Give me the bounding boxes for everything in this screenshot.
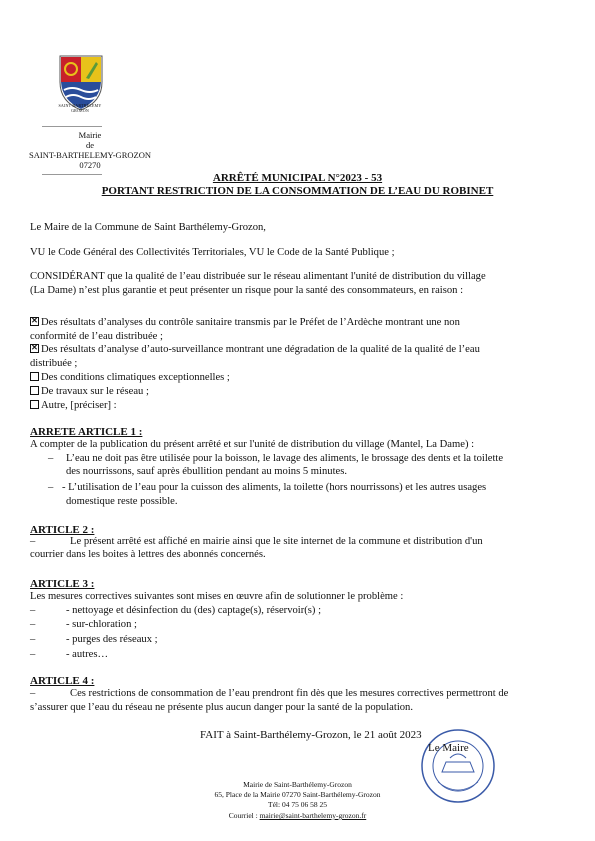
footer-email-label: Courriel : [228,811,260,820]
signature-le-maire: Le Maire [428,742,469,754]
article-3-measure-2: - sur-chloration ; [66,619,137,630]
checklist-item-label: Des résultats d’analyses du contrôle sanitaire transmis par le Préfet de l’Ardèche montrant une non [41,317,460,328]
article-1-bullet-1-cont: des nourrissons, sauf après ébullition pendant au moins 5 minutes. [66,466,347,477]
checklist-item-1-cont: conformité de l’eau distribuée ; [30,331,163,342]
article-2-text-cont: courrier dans les boites à lettres des abonnés concernés. [30,549,266,560]
checkbox-empty [30,400,39,409]
article-4-heading: ARTICLE 4 : [30,675,95,687]
signature-place-date: FAIT à Saint-Barthélemy-Grozon, le 21 août 2023 [200,729,422,741]
checklist-item-label: De travaux sur le réseau ; [41,386,149,397]
checklist-item-3 [30,371,230,384]
article-3-measure-1: - nettoyage et désinfection du (des) captage(s), réservoir(s) ; [66,605,322,616]
bullet-dash: – [30,649,36,660]
checklist-item-1 [30,316,460,329]
article-3-heading: ARTICLE 3 : [30,578,95,590]
intro-considerant-cont: (La Dame) n’est plus garantie et peut présenter un risque pour la santé des consommateurs, en raison : [30,285,464,296]
bullet-dash: – [30,634,36,645]
intro-maire: Le Maire de la Commune de Saint Barthélemy-Grozon, [30,222,266,233]
crest-motto: SAINT BARTHÉLEMY GROZON [58,103,102,113]
checklist-item-2-cont: distribuée ; [30,358,78,369]
footer-address: 65, Place de la Mairie 07270 Saint-Barthélemy-Grozon [214,790,381,799]
footer-mairie: Mairie de Saint-Barthélemy-Grozon [243,780,352,789]
article-1-bullet-2-cont: domestique reste possible. [66,496,178,507]
footer-email-line [0,810,595,821]
checkbox-empty [30,386,39,395]
article-3-measure-3: - purges des réseaux ; [66,634,158,645]
checklist-item-label: Des résultats d’analyse d’auto-surveillance montrant une dégradation de la qualité de la qualité de l’eau [41,344,480,355]
article-1-bullet-2: - L’utilisation de l’eau pour la cuisson des aliments, la toilette (hors nourrissons) et les autres usages [62,482,487,493]
article-4-text-cont: s’assurer que l’eau du réseau ne présente plus aucun danger pour la santé de la population. [30,702,413,713]
checklist-item-5 [30,399,117,412]
bullet-dash: – [30,619,36,630]
bullet-dash: – [30,688,36,699]
intro-considerant: CONSIDÉRANT que la qualité de l’eau distribuée sur le réseau alimentant l'unité de distribution du village [30,271,486,282]
mairie-line: de [85,140,95,150]
checklist-item-label: Autre, [préciser] : [41,400,117,411]
checklist-item-label: Des conditions climatiques exceptionnelles ; [41,372,230,383]
mairie-line: Mairie [78,130,102,140]
bullet-dash: – [48,453,54,464]
checklist-item-2 [30,343,480,356]
article-3-text: Les mesures correctives suivantes sont mises en œuvre afin de solutionner le problème : [30,591,404,602]
article-1-heading: ARRETE ARTICLE 1 : [30,426,143,438]
footer-phone: Tél: 04 75 06 58 25 [268,800,327,809]
intro-vu: VU le Code Général des Collectivités Territoriales, VU le Code de la Santé Publique ; [30,247,395,258]
footer-email-link[interactable]: mairie@saint-barthelemy-grozon.fr [259,811,367,820]
mairie-address-block [20,130,160,170]
bullet-dash: – [48,482,54,493]
article-1-text: A compter de la publication du présent arrêté et sur l'unité de distribution du village (Mantel, La Dame) : [30,439,475,450]
checkbox-checked [30,317,39,326]
mairie-line: 07270 [79,160,101,170]
arrete-subject-title: PORTANT RESTRICTION DE LA CONSOMMATION DE L’EAU DU ROBINET [101,185,494,197]
mairie-line: SAINT-BARTHELEMY-GROZON [29,150,151,160]
mairie-top-rule [42,126,102,127]
article-1-bullet-1: L’eau ne doit pas être utilisée pour la boisson, le lavage des aliments, le brossage des dents et la toilette [66,453,504,464]
arrete-number-title: ARRÊTÉ MUNICIPAL N°2023 - 53 [212,172,383,184]
article-2-heading: ARTICLE 2 : [30,524,95,536]
bullet-dash: – [30,536,36,547]
article-2-text: Le présent arrêté est affiché en mairie ainsi que le site internet de la commune et distribution d'un [70,536,483,547]
article-3-measure-4: - autres… [66,649,109,660]
checkbox-empty [30,372,39,381]
checkbox-checked [30,344,39,353]
bullet-dash: – [30,605,36,616]
checklist-item-4 [30,385,149,398]
article-4-text: Ces restrictions de consommation de l’eau prendront fin dès que les mesures correctives permettront de [70,688,509,699]
